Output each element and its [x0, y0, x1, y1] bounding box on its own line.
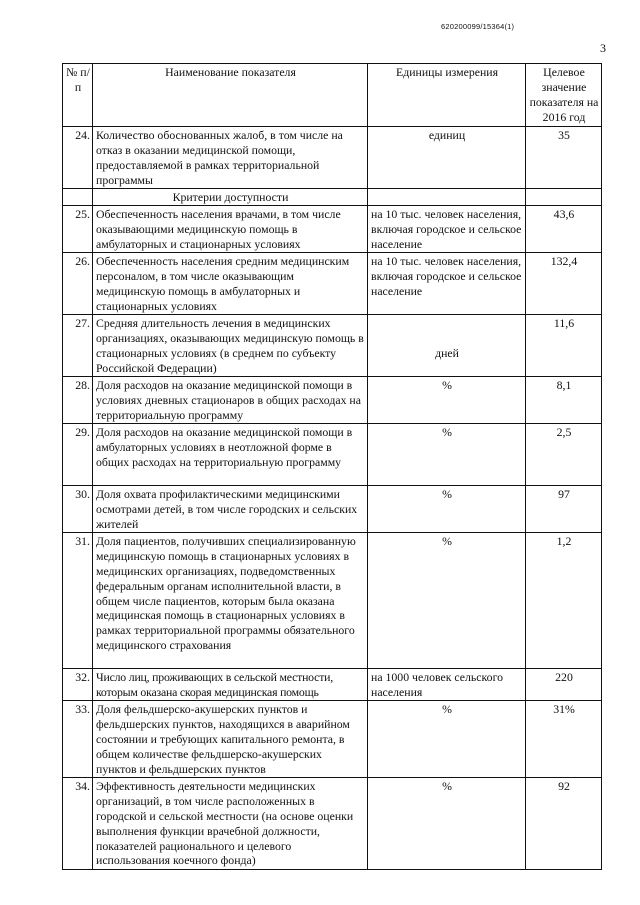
indicator-value: 8,1	[526, 376, 602, 423]
table-row	[63, 423, 602, 485]
indicator-unit: дней	[435, 345, 459, 360]
indicator-value: 132,4	[526, 252, 602, 314]
row-number: 31.	[63, 532, 93, 668]
indicator-value: 35	[526, 127, 602, 189]
indicator-unit: %	[368, 423, 526, 485]
row-number: 34.	[63, 777, 93, 869]
indicator-name: Доля пациентов, получивших специализированную медицинскую помощь в стационарных условиях в медицинских организациях, подведомственных федеральным органам исполнительной власти, в общем числе пациентов, которым была оказана медицинская помощь в стационарных условиях в рамках территориальной программы обязательного медицинского страхования	[93, 532, 368, 668]
section-unit-cell	[368, 189, 526, 206]
indicator-unit: %	[368, 485, 526, 532]
indicator-value: 43,6	[526, 205, 602, 252]
indicator-name: Обеспеченность населения средним медицинским персоналом, в том числе оказывающим медицинскую помощь в амбулаторных и стационарных условиях	[93, 252, 368, 314]
row-number: 33.	[63, 700, 93, 777]
indicators-table	[62, 63, 602, 870]
indicator-value: 1,2	[526, 532, 602, 668]
indicator-value: 220	[526, 668, 602, 700]
indicator-value: 11,6	[526, 314, 602, 376]
indicator-unit: на 10 тыс. человек населения, включая городское и сельское население	[368, 252, 526, 314]
indicator-unit: на 1000 человек сельского населения	[368, 668, 526, 700]
page-number: 3	[600, 41, 606, 55]
table-row	[63, 485, 602, 532]
indicator-value: 97	[526, 485, 602, 532]
header-target: Целевое значение показателя на 2016 год	[526, 64, 602, 127]
row-number: 28.	[63, 376, 93, 423]
indicator-name: Средняя длительность лечения в медицинских организациях, оказывающих медицинскую помощь в стационарных условиях (в среднем по субъекту Российской Федерации)	[93, 314, 368, 376]
indicator-value: 2,5	[526, 423, 602, 485]
section-row	[63, 189, 602, 206]
table-row	[63, 376, 602, 423]
indicator-unit: %	[368, 700, 526, 777]
table-row	[63, 205, 602, 252]
row-number: 32.	[63, 668, 93, 700]
table-row	[63, 777, 602, 869]
header-num: № п/п	[63, 64, 93, 127]
indicator-value: 92	[526, 777, 602, 869]
indicator-unit: %	[368, 532, 526, 668]
table-row	[63, 252, 602, 314]
indicator-unit: %	[368, 376, 526, 423]
indicator-unit: %	[368, 777, 526, 869]
header-unit: Единицы измерения	[368, 64, 526, 127]
indicator-name: Число лиц, проживающих в сельской местности, которым оказана скорая медицинская помощь	[93, 668, 368, 700]
indicator-name: Обеспеченность населения врачами, в том числе оказывающими медицинскую помощь в амбулаторных и стационарных условиях	[93, 205, 368, 252]
section-title: Критерии доступности	[93, 189, 368, 206]
indicator-name: Доля расходов на оказание медицинской помощи в амбулаторных условиях в неотложной форме в общих расходах на территориальную программу	[93, 423, 368, 485]
indicator-name: Количество обоснованных жалоб, в том числе на отказ в оказании медицинской помощи, предоставляемой в рамках территориальной программы	[93, 127, 368, 189]
indicator-value: 31%	[526, 700, 602, 777]
indicator-unit: на 10 тыс. человек населения, включая городское и сельское население	[368, 205, 526, 252]
indicator-name: Доля охвата профилактическими медицинскими осмотрами детей, в том числе городских и сельских жителей	[93, 485, 368, 532]
row-number: 25.	[63, 205, 93, 252]
document-registration-code: 620200099/15364(1)	[441, 22, 515, 31]
table-row	[63, 314, 602, 376]
header-name: Наименование показателя	[93, 64, 368, 127]
indicator-name: Эффективность деятельности медицинских организаций, в том числе расположенных в городской и сельской местности (на основе оценки выполнения функции врачебной должности, показателей рационального и целевого использования коечного фонда)	[93, 777, 368, 869]
row-number: 27.	[63, 314, 93, 376]
indicator-unit: единиц	[368, 127, 526, 189]
row-number: 24.	[63, 127, 93, 189]
section-value-cell	[526, 189, 602, 206]
table-row	[63, 668, 602, 700]
table-row	[63, 532, 602, 668]
indicator-unit-cell	[368, 314, 526, 376]
table-header-row	[63, 64, 602, 127]
row-number: 30.	[63, 485, 93, 532]
row-number: 26.	[63, 252, 93, 314]
indicator-name: Доля расходов на оказание медицинской помощи в условиях дневных стационаров в общих расходах на территориальную программу	[93, 376, 368, 423]
table-row	[63, 700, 602, 777]
row-number: 29.	[63, 423, 93, 485]
table-row	[63, 127, 602, 189]
indicator-name: Доля фельдшерско-акушерских пунктов и фельдшерских пунктов, находящихся в аварийном состоянии и требующих капитального ремонта, в общем количестве фельдшерско-акушерских пунктов и фельдшерских пунктов	[93, 700, 368, 777]
section-num-cell	[63, 189, 93, 206]
